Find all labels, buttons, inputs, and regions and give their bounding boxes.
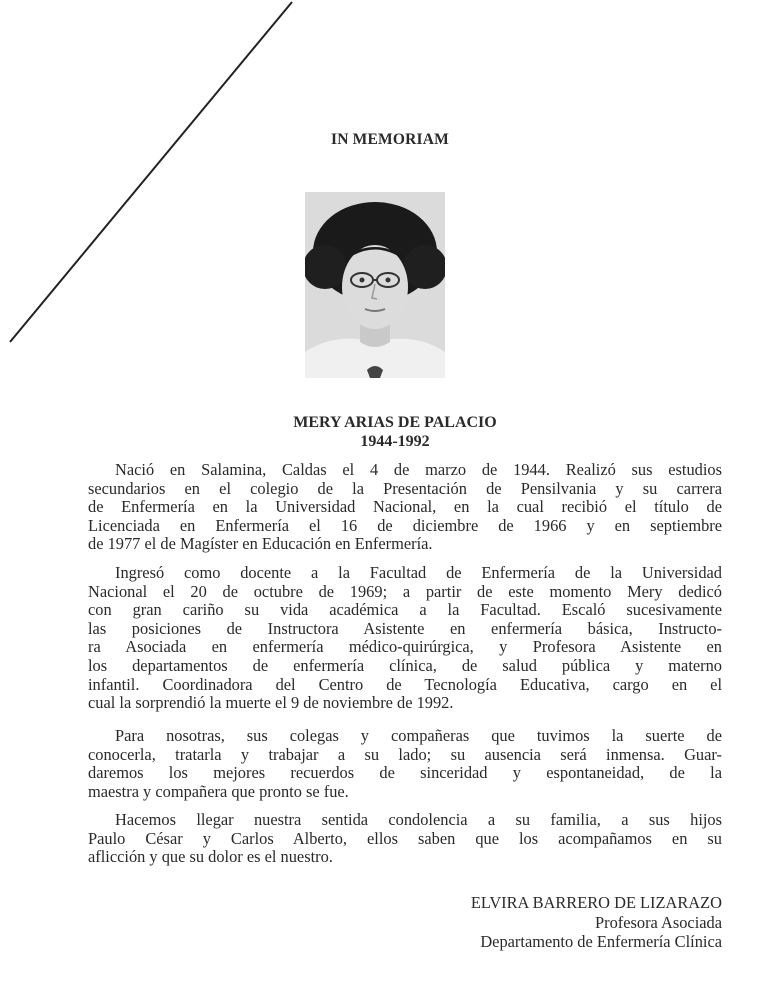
text-line: Licenciada en Enfermería el 16 de diciembre de 1966 y en septiembre — [88, 515, 722, 535]
paragraph-1 — [88, 461, 722, 554]
text-line: cual la sorprendió la muerte el 9 de noviembre de 1992. — [88, 693, 454, 713]
text-line: Nacional el 20 de octubre de 1969; a partir de este momento Mery dedicó — [88, 581, 722, 601]
signature-department: Departamento de Enfermería Clínica — [480, 932, 722, 951]
paragraph-3 — [88, 727, 722, 801]
paragraph-4 — [88, 811, 722, 867]
text-line: aflicción y que su dolor es el nuestro. — [88, 847, 333, 867]
text-line: infantil. Coordinadora del Centro de Tecnología Educativa, cargo en el — [88, 674, 722, 694]
deceased-name: MERY ARIAS DE PALACIO — [293, 414, 497, 431]
portrait-photo — [305, 192, 445, 378]
life-dates: 1944-1992 — [360, 433, 430, 450]
signature-name: ELVIRA BARRERO DE LIZARAZO — [470, 893, 722, 912]
text-line: los departamentos de enfermería clínica, de salud pública y materno — [88, 655, 722, 675]
signature-block — [471, 893, 722, 952]
text-line: conocerla, tratarla y trabajar a su lado; su ausencia será inmensa. Guar- — [88, 744, 722, 764]
text-line: secundarios en el colegio de la Presentación de Pensilvania y su carrera — [88, 478, 722, 498]
text-line: daremos los mejores recuerdos de sinceridad y espontaneidad, de la — [88, 763, 722, 783]
text-line: Ingresó como docente a la Facultad de Enfermería de la Universidad — [115, 563, 722, 582]
text-line: Paulo César y Carlos Alberto, ellos saben que los acompañamos en su — [88, 828, 722, 848]
text-line: Para nosotras, sus colegas y compañeras que tuvimos la suerte de — [115, 726, 722, 745]
text-line: las posiciones de Instructora Asistente en enfermería básica, Instructo- — [88, 618, 722, 638]
text-line: Nació en Salamina, Caldas el 4 de marzo de 1944. Realizó sus estudios — [115, 460, 722, 479]
paragraph-2 — [88, 564, 722, 713]
text-line: ra Asociada en enfermería médico-quirúrgica, y Profesora Asistente en — [88, 637, 722, 657]
text-line: Hacemos llegar nuestra sentida condolencia a su familia, a sus hijos — [115, 810, 722, 829]
text-line: con gran cariño su vida académica a la Facultad. Escaló sucesivamente — [88, 600, 722, 620]
text-line: de 1977 el de Magíster en Educación en Enfermería. — [88, 534, 433, 554]
text-line: maestra y compañera que pronto se fue. — [88, 781, 349, 801]
text-line: de Enfermería en la Universidad Nacional, en la cual recibió el título de — [88, 497, 722, 517]
signature-position: Profesora Asociada — [595, 912, 722, 932]
page-title: IN MEMORIAM — [330, 131, 449, 148]
